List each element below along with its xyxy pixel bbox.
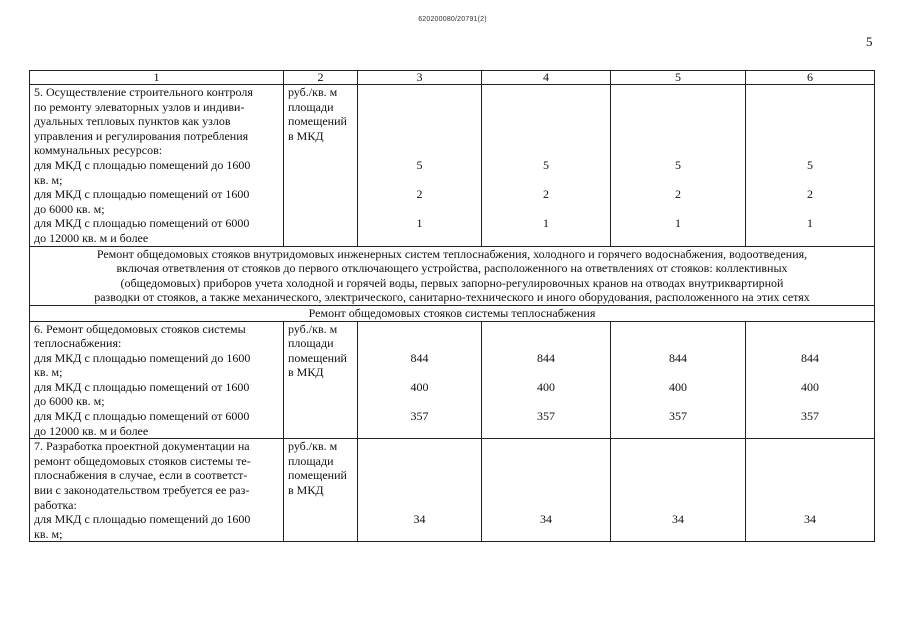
table-header-row	[30, 71, 875, 85]
column-header: 6	[746, 71, 875, 85]
section-7-description: 7. Разработка проектной документации на ремонт общедомовых стояков системы те- плоснабжения в случае, если в соответст- вии с законодательством требуется ее раз- работка: для МКД с площадью помещений до 1600 кв. м;	[30, 439, 284, 542]
section-5-description: 5. Осуществление строительного контроля по ремонту элеваторных узлов и индиви- дуальных тепловых пунктов как узлов управления и регулирования потребления коммунальных ресурсов: для МКД с площадью помещений до 1600 кв. м; для МКД с площадью помещений от 1600 до 6000 кв. м; для МКД с площадью помещений от 6000 до 12000 кв. м и более	[30, 85, 284, 247]
section-6-values-col3: 844 400 357	[358, 321, 482, 439]
section-7-unit: руб./кв. м площади помещений в МКД	[284, 439, 358, 542]
group-heading-row	[30, 246, 875, 305]
column-header: 3	[358, 71, 482, 85]
section-6-values-col4: 844 400 357	[482, 321, 611, 439]
section-6-row	[30, 321, 875, 439]
section-7-values-col5: 34	[611, 439, 746, 542]
section-5-values-col4: 5 2 1	[482, 85, 611, 247]
column-header: 5	[611, 71, 746, 85]
section-5-unit: руб./кв. м площади помещений в МКД	[284, 85, 358, 247]
column-header: 2	[284, 71, 358, 85]
section-5-values-col5: 5 2 1	[611, 85, 746, 247]
tariff-table	[29, 70, 875, 542]
document-code: 620200080/20791(2)	[418, 16, 487, 23]
section-5-row	[30, 85, 875, 247]
page-number: 5	[866, 34, 873, 49]
section-7-values-col6: 34	[746, 439, 875, 542]
section-5-values-col3: 5 2 1	[358, 85, 482, 247]
section-7-row	[30, 439, 875, 542]
column-header: 4	[482, 71, 611, 85]
column-header: 1	[30, 71, 284, 85]
subgroup-heading: Ремонт общедомовых стояков системы теплоснабжения	[30, 305, 875, 321]
section-6-values-col5: 844 400 357	[611, 321, 746, 439]
section-7-values-col3: 34	[358, 439, 482, 542]
group-heading: Ремонт общедомовых стояков внутридомовых инженерных систем теплоснабжения, холодного и горячего водоснабжения, водоотведения, включая ответвления от стояков до первого отключающего устройства, расположенного на ответвлениях от стояков: коллективных (общедомовых) приборов учета холодной и горячей воды, первых запорно-регулировочных кранов на отводах внутриквартирной разводки от стояков, а также механического, электрического, санитарно-технического и иного оборудования, расположенного на этих сетях	[30, 246, 875, 305]
section-5-values-col6: 5 2 1	[746, 85, 875, 247]
section-7-values-col4: 34	[482, 439, 611, 542]
section-6-description: 6. Ремонт общедомовых стояков системы теплоснабжения: для МКД с площадью помещений до 1600 кв. м; для МКД с площадью помещений от 1600 до 6000 кв. м; для МКД с площадью помещений от 6000 до 12000 кв. м и более	[30, 321, 284, 439]
section-6-unit: руб./кв. м площади помещений в МКД	[284, 321, 358, 439]
subgroup-heading-row	[30, 305, 875, 321]
section-6-values-col6: 844 400 357	[746, 321, 875, 439]
